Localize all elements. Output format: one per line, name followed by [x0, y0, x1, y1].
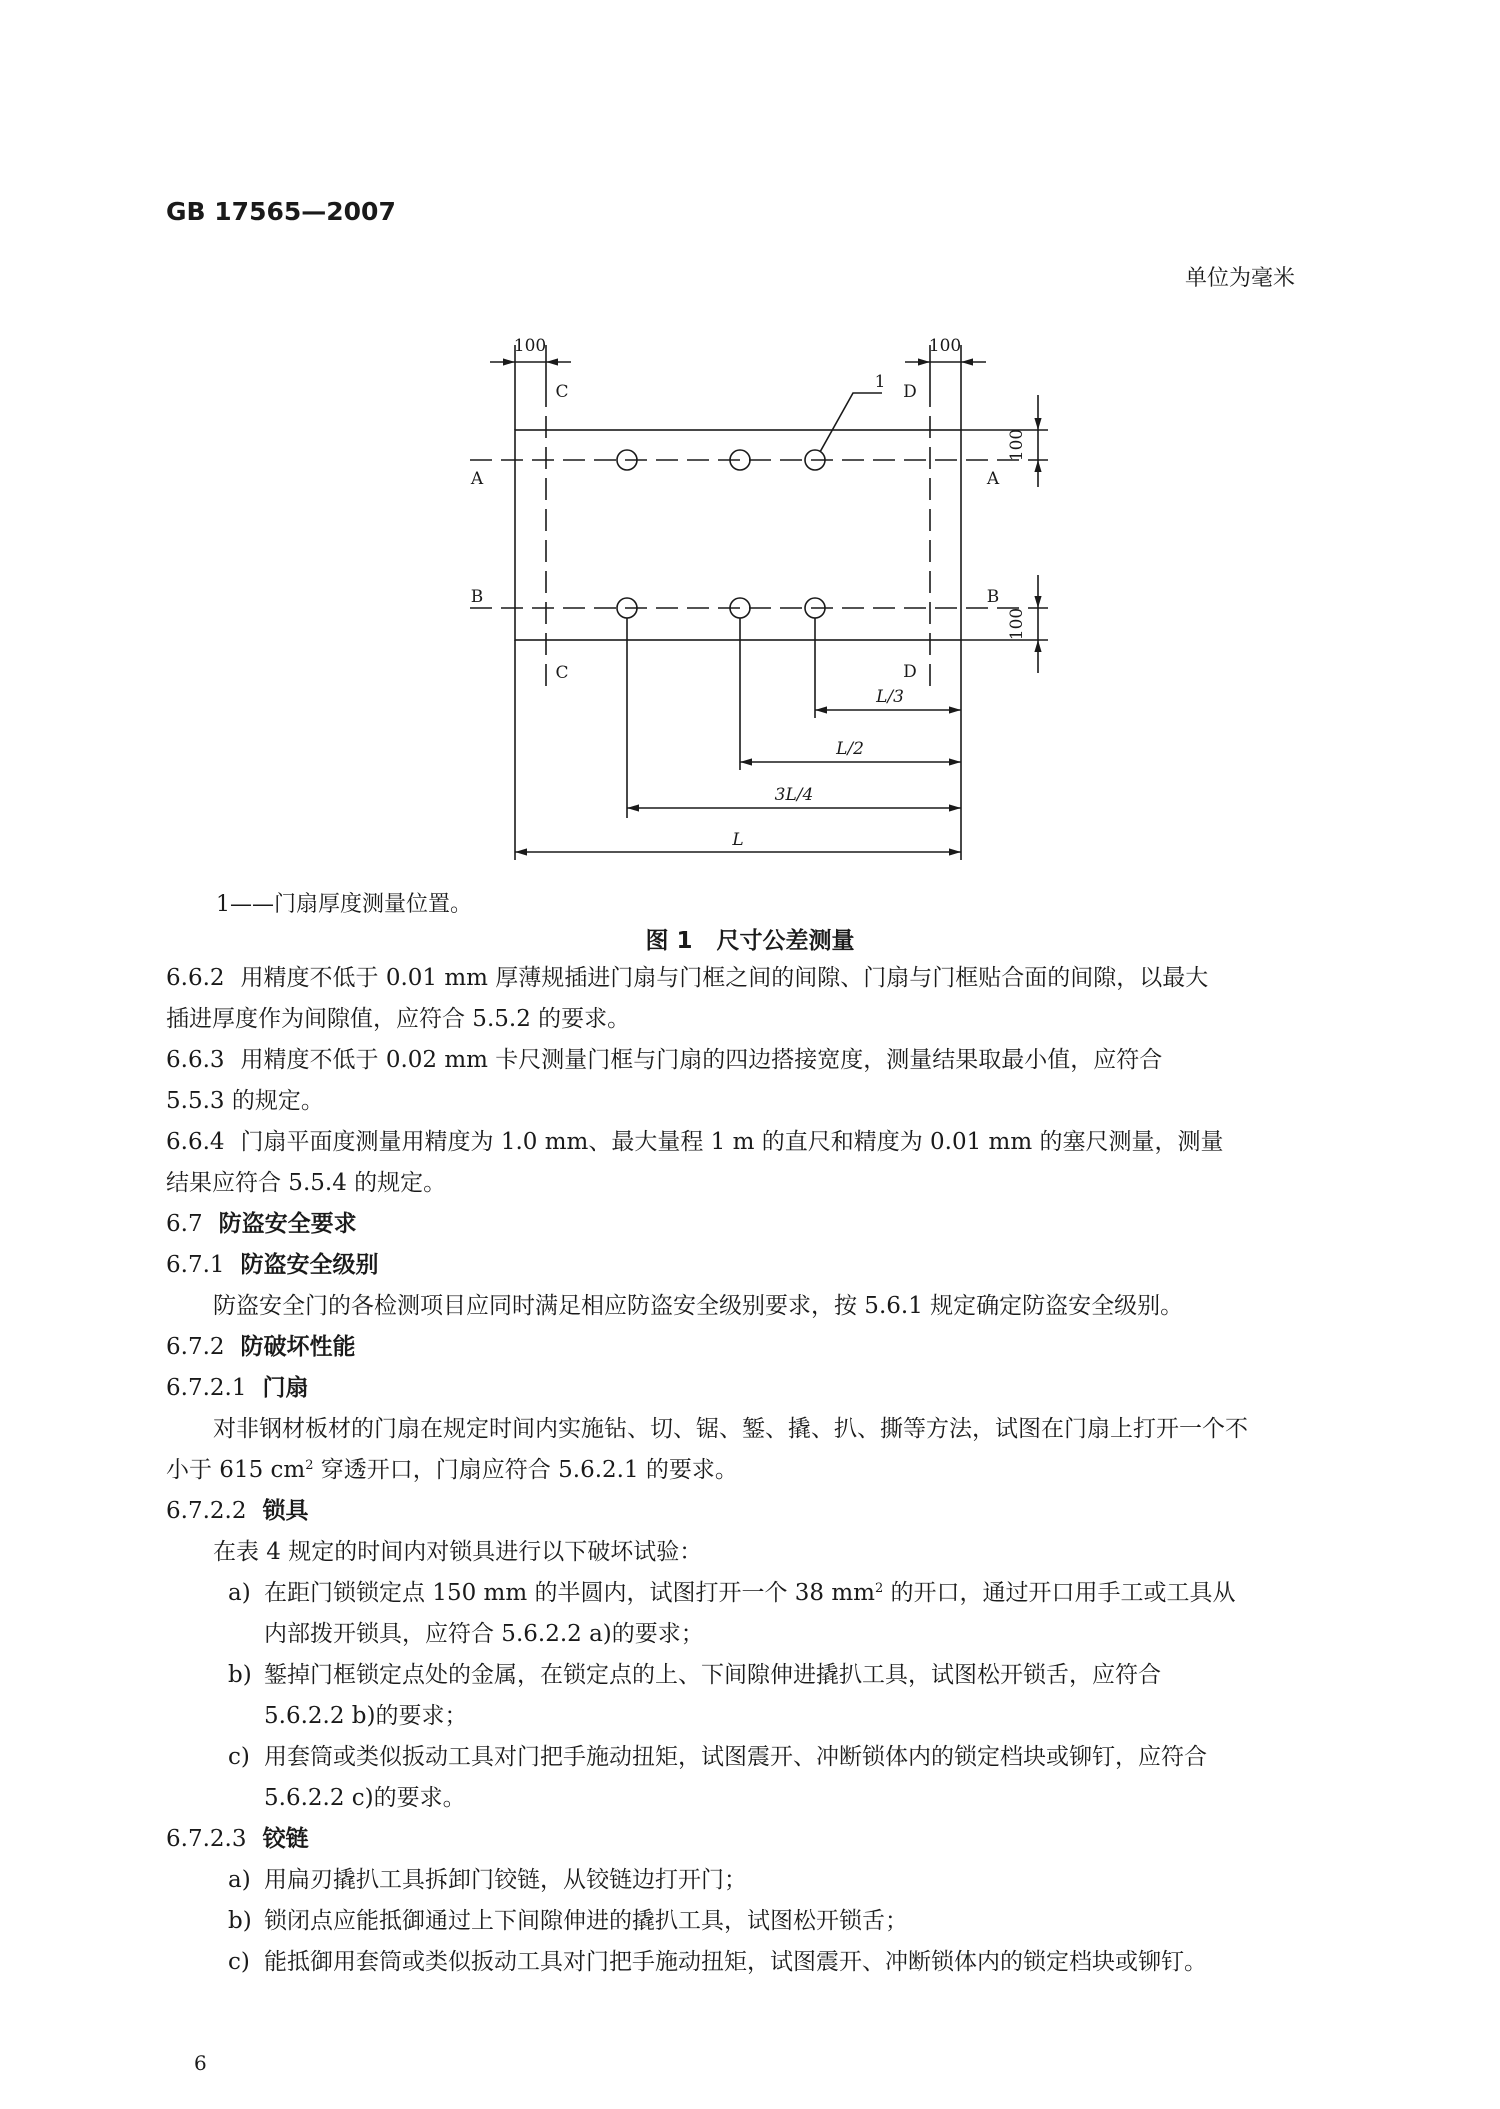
clause-number: 6.7 [166, 1211, 203, 1237]
clause-line [166, 1163, 1336, 1204]
figure-caption [0, 922, 1500, 955]
dim-label-3l4: 3L/4 [774, 785, 814, 805]
clause-number: 6.6.3 [166, 1047, 225, 1073]
dim-label-l: L [732, 830, 744, 850]
list-item-a [166, 1573, 1336, 1614]
clause-text: 结果应符合 5.5.4 的规定。 [166, 1170, 447, 1196]
clause-6-6-2 [166, 958, 1336, 999]
clause-text: 对非钢材板材的门扇在规定时间内实施钻、切、锯、錾、撬、扒、撕等方法，试图在门扇上打开一个不 [213, 1416, 1248, 1442]
clause-line [166, 1081, 1336, 1122]
heading-6-7-2 [166, 1327, 1336, 1368]
heading-6-7-2-1 [166, 1368, 1336, 1409]
callout-leader [820, 393, 882, 452]
page-number: 6 [194, 2051, 207, 2075]
clause-text: 插进厚度作为间隙值，应符合 5.5.2 的要求。 [166, 1006, 631, 1032]
heading-6-7-2-3 [166, 1819, 1336, 1860]
heading-title: 铰链 [262, 1826, 309, 1852]
callout-number: 1 [874, 372, 886, 392]
heading-title: 防盗安全级别 [240, 1252, 379, 1278]
clause-text: 锁闭点应能抵御通过上下间隙伸进的撬扒工具，试图松开锁舌； [264, 1908, 908, 1934]
clause-number: 6.7.1 [166, 1252, 225, 1278]
paragraph-line [166, 1450, 1336, 1491]
heading-6-7-1 [166, 1245, 1336, 1286]
section-label-b-left: B [470, 587, 484, 607]
list-label: b) [228, 1662, 252, 1688]
list-item-c [166, 1942, 1336, 1983]
body-text [166, 958, 1336, 1983]
clause-text: 内部拨开锁具，应符合 5.6.2.2 a)的要求； [264, 1621, 704, 1647]
section-label-c-top: C [555, 382, 569, 402]
list-label: c) [228, 1744, 250, 1770]
paragraph [166, 1286, 1336, 1327]
dimension-figure [0, 0, 1500, 880]
section-label-b-right: B [986, 587, 1000, 607]
figure-caption-number: 图 1 [645, 928, 693, 954]
superscript: 2 [305, 1458, 314, 1473]
clause-text: 用精度不低于 0.01 mm 厚薄规插进门扇与门框之间的间隙、门扇与门框贴合面的间隙，以最大 [240, 965, 1209, 991]
clause-text: 用套筒或类似扳动工具对门把手施动扭矩，试图震开、冲断锁体内的锁定档块或铆钉，应符合 [264, 1744, 1207, 1770]
clause-text: 用精度不低于 0.02 mm 卡尺测量门框与门扇的四边搭接宽度，测量结果取最小值，应符合 [240, 1047, 1163, 1073]
section-label-a-left: A [470, 469, 484, 489]
dim-label: 100 [1007, 607, 1027, 641]
list-label: b) [228, 1908, 252, 1934]
clause-text: 錾掉门框锁定点处的金属，在锁定点的上、下间隙伸进撬扒工具，试图松开锁舌，应符合 [264, 1662, 1161, 1688]
clause-text: 用扁刃撬扒工具拆卸门铰链，从铰链边打开门； [264, 1867, 747, 1893]
dim-label-l2: L/2 [836, 739, 864, 759]
clause-text: 门扇平面度测量用精度为 1.0 mm、最大量程 1 m 的直尺和精度为 0.01 mm 的塞尺测量，测量 [240, 1129, 1224, 1155]
heading-title: 门扇 [262, 1375, 309, 1401]
clause-text: 5.5.3 的规定。 [166, 1088, 324, 1114]
dim-label: 100 [928, 336, 962, 356]
heading-title: 锁具 [262, 1498, 309, 1524]
clause-number: 6.6.2 [166, 965, 225, 991]
paragraph [166, 1532, 1336, 1573]
section-label-d-top: D [903, 382, 917, 402]
section-label-d-bottom: D [903, 662, 917, 682]
clause-number: 6.7.2 [166, 1334, 225, 1360]
clause-text: 能抵御用套筒或类似扳动工具对门把手施动扭矩，试图震开、冲断锁体内的锁定档块或铆钉。 [264, 1949, 1207, 1975]
heading-title: 防破坏性能 [240, 1334, 356, 1360]
clause-number: 6.7.2.3 [166, 1826, 247, 1852]
list-item-continuation [166, 1614, 1336, 1655]
figure-caption-title: 尺寸公差测量 [716, 928, 855, 954]
clause-text: 的开口，通过开口用手工或工具从 [883, 1580, 1236, 1606]
list-item-continuation [166, 1778, 1336, 1819]
list-item-b [166, 1655, 1336, 1696]
unit-note: 单位为毫米 [1184, 266, 1295, 291]
list-item-c [166, 1737, 1336, 1778]
clause-6-6-4 [166, 1122, 1336, 1163]
dim-label: 100 [513, 336, 547, 356]
section-label-a-right: A [986, 469, 1000, 489]
paragraph [166, 1409, 1336, 1450]
list-label: c) [228, 1949, 250, 1975]
clause-text: 5.6.2.2 b)的要求； [264, 1703, 468, 1729]
dim-label: 100 [1007, 428, 1027, 462]
list-item-b [166, 1901, 1336, 1942]
list-item-continuation [166, 1696, 1336, 1737]
standard-number: GB 17565—2007 [166, 197, 396, 226]
list-label: a) [228, 1867, 251, 1893]
dim-label-l3: L/3 [876, 687, 904, 707]
list-item-a [166, 1860, 1336, 1901]
clause-number: 6.6.4 [166, 1129, 225, 1155]
heading-title: 防盗安全要求 [218, 1211, 357, 1237]
heading-6-7-2-2 [166, 1491, 1336, 1532]
clause-text: 5.6.2.2 c)的要求。 [264, 1785, 466, 1811]
figure-legend: 1——门扇厚度测量位置。 [216, 892, 472, 917]
clause-text: 防盗安全门的各检测项目应同时满足相应防盗安全级别要求，按 5.6.1 规定确定防盗安全级别。 [213, 1293, 1184, 1319]
clause-number: 6.7.2.2 [166, 1498, 247, 1524]
clause-text: 在表 4 规定的时间内对锁具进行以下破坏试验： [213, 1539, 703, 1565]
clause-number: 6.7.2.1 [166, 1375, 247, 1401]
heading-6-7 [166, 1204, 1336, 1245]
clause-6-6-3 [166, 1040, 1336, 1081]
clause-text: 在距门锁锁定点 150 mm 的半圆内，试图打开一个 38 mm [264, 1580, 875, 1606]
superscript: 2 [874, 1581, 884, 1596]
list-label: a) [228, 1580, 251, 1606]
clause-line [166, 999, 1336, 1040]
clause-text: 穿透开口，门扇应符合 5.6.2.1 的要求。 [313, 1457, 738, 1483]
section-label-c-bottom: C [555, 663, 569, 683]
clause-text: 小于 615 cm [166, 1457, 306, 1483]
